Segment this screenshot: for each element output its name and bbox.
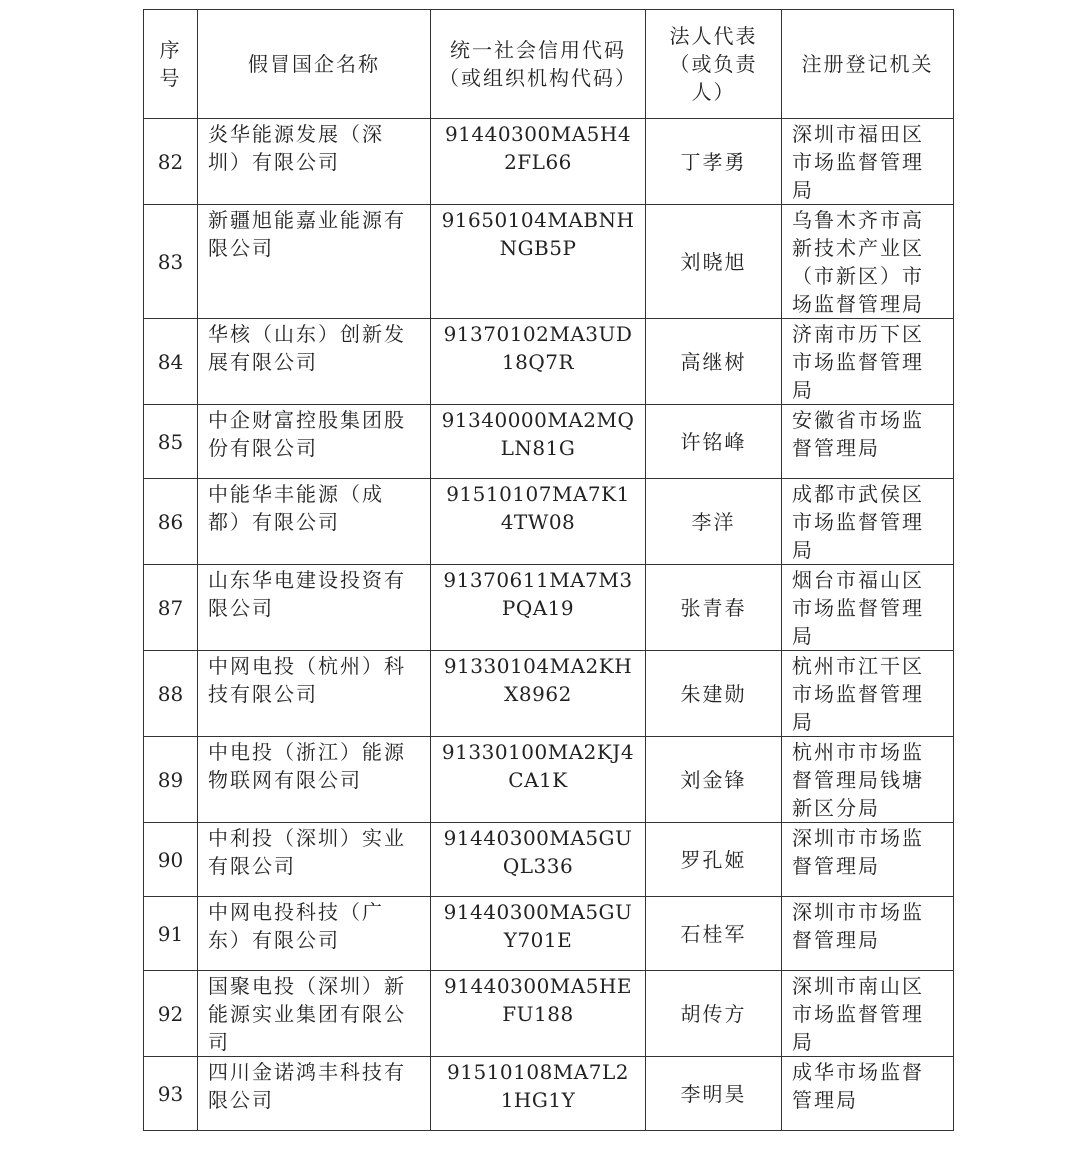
- registration-authority-cell-text: 安徽省市场监督管理局: [792, 408, 924, 460]
- header-org: 注册登记机关: [782, 10, 954, 119]
- seq-cell-text: 85: [157, 430, 184, 454]
- registration-authority-cell: [782, 319, 954, 405]
- seq-cell: [144, 971, 198, 1057]
- legal-rep-cell: [646, 479, 782, 565]
- credit-code-cell: [431, 119, 646, 205]
- seq-cell: [144, 479, 198, 565]
- company-name-cell: [198, 897, 431, 971]
- seq-cell-text: 83: [157, 250, 184, 274]
- legal-rep-cell: [646, 823, 782, 897]
- seq-cell-text: 92: [157, 1002, 184, 1026]
- table-row: [144, 971, 954, 1057]
- company-name-cell-text: 炎华能源发展（深圳）有限公司: [208, 122, 384, 174]
- company-name-cell-text: 中能华丰能源（成都）有限公司: [208, 482, 384, 534]
- legal-rep-cell: [646, 1057, 782, 1131]
- seq-cell-text: 88: [157, 682, 184, 706]
- table-row: [144, 565, 954, 651]
- registration-authority-cell-text: 深圳市福田区市场监督管理局: [792, 122, 924, 202]
- legal-rep-cell: [646, 651, 782, 737]
- company-name-cell: [198, 1057, 431, 1131]
- seq-cell-text: 84: [157, 350, 184, 374]
- legal-rep-cell: [646, 205, 782, 319]
- company-name-cell: [198, 971, 431, 1057]
- company-name-cell-text: 中企财富控股集团股份有限公司: [208, 408, 406, 460]
- company-name-cell-text: 中电投（浙江）能源物联网有限公司: [208, 740, 406, 792]
- table-row: [144, 823, 954, 897]
- seq-cell: [144, 651, 198, 737]
- credit-code-cell: [431, 897, 646, 971]
- registration-authority-cell-text: 深圳市市场监督管理局: [792, 900, 924, 952]
- registration-authority-cell-text: 成都市武侯区市场监督管理局: [792, 482, 924, 562]
- registration-authority-cell-text: 乌鲁木齐市高新技术产业区（市新区）市场监督管理局: [792, 208, 924, 316]
- company-name-cell-text: 中网电投（杭州）科技有限公司: [208, 654, 406, 706]
- legal-rep-cell: [646, 737, 782, 823]
- credit-code-cell: [431, 319, 646, 405]
- legal-rep-cell-text: 李明昊: [680, 1082, 747, 1106]
- legal-rep-cell-text: 许铭峰: [680, 430, 747, 454]
- credit-code-cell: [431, 1057, 646, 1131]
- table-row: [144, 205, 954, 319]
- credit-code-cell: [431, 205, 646, 319]
- credit-code-cell-text: 91440300MA5H42FL66: [444, 122, 632, 174]
- table-row: [144, 651, 954, 737]
- company-name-cell: [198, 823, 431, 897]
- credit-code-cell-text: 91440300MA5HEFU188: [444, 974, 632, 1026]
- seq-cell: [144, 1057, 198, 1131]
- credit-code-cell-text: 91370611MA7M3PQA19: [443, 568, 633, 620]
- company-name-cell-text: 新疆旭能嘉业能源有限公司: [208, 208, 406, 260]
- registration-authority-cell-text: 烟台市福山区市场监督管理局: [792, 568, 924, 648]
- seq-cell: [144, 823, 198, 897]
- registration-authority-cell-text: 成华市场监督管理局: [792, 1060, 924, 1112]
- legal-rep-cell-text: 李洋: [691, 510, 736, 534]
- registration-authority-cell-text: 深圳市南山区市场监督管理局: [792, 974, 924, 1054]
- legal-rep-cell-text: 罗孔姬: [680, 848, 747, 872]
- seq-cell-text: 82: [157, 150, 184, 174]
- registration-authority-cell-text: 杭州市江干区市场监督管理局: [792, 654, 924, 734]
- legal-rep-cell: [646, 319, 782, 405]
- table-row: [144, 1057, 954, 1131]
- company-name-cell: [198, 737, 431, 823]
- credit-code-cell-text: 91440300MA5GUQL336: [443, 826, 633, 878]
- table-row: [144, 119, 954, 205]
- legal-rep-cell-text: 高继树: [680, 350, 747, 374]
- credit-code-cell: [431, 823, 646, 897]
- table-row: [144, 405, 954, 479]
- credit-code-cell-text: 91650104MABNHNGB5P: [441, 208, 635, 260]
- company-name-cell: [198, 205, 431, 319]
- credit-code-cell: [431, 405, 646, 479]
- seq-cell-text: 91: [157, 922, 184, 946]
- company-name-cell: [198, 319, 431, 405]
- legal-rep-cell: [646, 119, 782, 205]
- seq-cell-text: 90: [157, 848, 184, 872]
- credit-code-cell-text: 91510108MA7L21HG1Y: [447, 1060, 629, 1112]
- registration-authority-cell: [782, 823, 954, 897]
- legal-rep-cell-text: 胡传方: [680, 1002, 747, 1026]
- seq-cell: [144, 205, 198, 319]
- registration-authority-cell-text: 杭州市市场监督管理局钱塘新区分局: [792, 740, 924, 820]
- company-name-cell: [198, 479, 431, 565]
- company-name-cell-text: 中利投（深圳）实业有限公司: [208, 826, 406, 878]
- legal-rep-cell-text: 刘晓旭: [680, 250, 747, 274]
- credit-code-cell-text: 91330100MA2KJ4CA1K: [441, 740, 635, 792]
- table-header-row: [144, 10, 954, 119]
- company-name-cell-text: 国聚电投（深圳）新能源实业集团有限公司: [208, 974, 406, 1054]
- registration-authority-cell: [782, 205, 954, 319]
- seq-cell: [144, 737, 198, 823]
- table-body: [144, 119, 954, 1131]
- seq-cell-text: 89: [157, 768, 184, 792]
- company-name-cell-text: 中网电投科技（广东）有限公司: [208, 900, 384, 952]
- company-name-cell: [198, 405, 431, 479]
- legal-rep-cell-text: 丁孝勇: [680, 150, 747, 174]
- header-rep: 法人代表（或负责人）: [646, 10, 782, 119]
- seq-cell: [144, 897, 198, 971]
- company-name-cell: [198, 565, 431, 651]
- legal-rep-cell: [646, 565, 782, 651]
- seq-cell-text: 86: [157, 510, 184, 534]
- registration-authority-cell: [782, 565, 954, 651]
- registration-authority-cell: [782, 651, 954, 737]
- registration-authority-cell: [782, 119, 954, 205]
- seq-cell-text: 93: [157, 1082, 184, 1106]
- fake-soe-table: [143, 9, 954, 1131]
- legal-rep-cell-text: 石桂军: [680, 922, 747, 946]
- header-name: 假冒国企名称: [198, 10, 431, 119]
- credit-code-cell-text: 91370102MA3UD18Q7R: [443, 322, 633, 374]
- header-code: 统一社会信用代码（或组织机构代码）: [431, 10, 646, 119]
- legal-rep-cell-text: 张青春: [680, 596, 747, 620]
- company-name-cell-text: 四川金诺鸿丰科技有限公司: [208, 1060, 406, 1112]
- credit-code-cell-text: 91340000MA2MQLN81G: [441, 408, 635, 460]
- credit-code-cell: [431, 479, 646, 565]
- registration-authority-cell: [782, 405, 954, 479]
- legal-rep-cell: [646, 405, 782, 479]
- credit-code-cell: [431, 651, 646, 737]
- credit-code-cell: [431, 971, 646, 1057]
- legal-rep-cell: [646, 971, 782, 1057]
- company-name-cell: [198, 651, 431, 737]
- credit-code-cell: [431, 565, 646, 651]
- table-row: [144, 737, 954, 823]
- table-row: [144, 479, 954, 565]
- registration-authority-cell: [782, 971, 954, 1057]
- seq-cell-text: 87: [157, 596, 184, 620]
- registration-authority-cell-text: 深圳市市场监督管理局: [792, 826, 924, 878]
- registration-authority-cell: [782, 1057, 954, 1131]
- legal-rep-cell-text: 朱建勋: [680, 682, 747, 706]
- seq-cell: [144, 119, 198, 205]
- company-name-cell-text: 华核（山东）创新发展有限公司: [208, 322, 406, 374]
- table-row: [144, 897, 954, 971]
- seq-cell: [144, 565, 198, 651]
- registration-authority-cell: [782, 897, 954, 971]
- header-seq: 序号: [144, 10, 198, 119]
- seq-cell: [144, 405, 198, 479]
- credit-code-cell-text: 91330104MA2KHX8962: [443, 654, 633, 706]
- table-row: [144, 319, 954, 405]
- legal-rep-cell: [646, 897, 782, 971]
- registration-authority-cell: [782, 737, 954, 823]
- seq-cell: [144, 319, 198, 405]
- credit-code-cell-text: 91510107MA7K14TW08: [446, 482, 630, 534]
- company-name-cell: [198, 119, 431, 205]
- credit-code-cell: [431, 737, 646, 823]
- registration-authority-cell-text: 济南市历下区市场监督管理局: [792, 322, 924, 402]
- company-name-cell-text: 山东华电建设投资有限公司: [208, 568, 406, 620]
- credit-code-cell-text: 91440300MA5GUY701E: [443, 900, 633, 952]
- legal-rep-cell-text: 刘金锋: [680, 768, 747, 792]
- registration-authority-cell: [782, 479, 954, 565]
